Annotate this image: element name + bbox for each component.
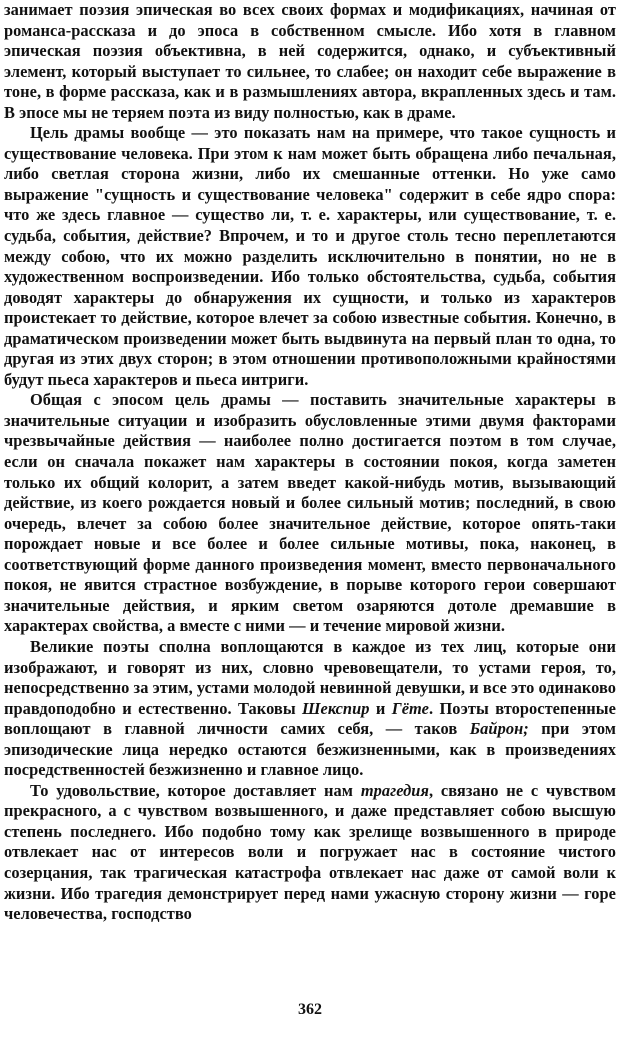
text-segment: Великие поэты сполна воплощаются в каждое из тех лиц, которые они изображают, и говорят из них, словно чревовещатели, то устами героя, то, непосредственно за этим, устами молодой невинной девушки, и все это одинаково правдоподобно и естественно. Таковы [4, 636, 616, 718]
text-segment: . Поэты второстепенные воплощают в главной личности самих себя, — таков [4, 698, 616, 739]
text-segment: и [369, 698, 392, 718]
paragraph-great-poets [4, 637, 616, 781]
italic-name-goethe: Гёте [391, 698, 429, 718]
book-page [4, 0, 616, 1045]
page-number: 362 [298, 1001, 322, 1018]
italic-term-tragedy: трагедия [360, 780, 429, 800]
paragraph-epic-poetry: занимает поэзия эпическая во всех своих формах и модификациях, начиная от романса-рассказа и до эпоса в собственном смысле. Ибо хотя в главном эпическая поэзия объективна, в ней содержится, однако, и субъективный элемент, который выступает то сильнее, то слабее; он находит себе выражение в тоне, в форме рассказа, как и в размышлениях автора, вкрапленных здесь и там. В эпосе мы не теряем поэта из виду полностью, как в драме. [4, 0, 616, 122]
text-segment: при этом эпизодические лица нередко остаются безжизненными, как в произведениях посредственностей безжизненно и главное лицо. [4, 719, 616, 780]
paragraph-tragedy [4, 781, 616, 925]
italic-name-byron: Байрон; [469, 719, 529, 739]
italic-name-shakespeare: Шекспир [302, 698, 370, 718]
paragraph-aim-of-drama: Цель драмы вообще — это показать нам на примере, что такое сущность и существование человека. При этом к нам может быть обращена либо печальная, либо светлая сторона жизни, либо их смешанные оттенки. Но уже само выражение "сущность и существование человека" содержит в себе ядро спора: что же здесь главное — существо ли, т. е. характеры, или существование, т. е. судьба, события, действие? Впрочем, и то и другое столь тесно переплетаются между собою, что их можно разделить исключительно в понятии, но не в художественном воспроизведении. Ибо только обстоятельства, судьба, события доводят характеры до обнаружения их сущности, и только из характеров проистекает то действие, которое влечет за собою известные события. Конечно, в драматическом произведении может быть выдвинута на первый план то одна, то другая из этих двух сторон; в этом отношении противоположными крайностями будут пьеса характеров и пьеса интриги. [4, 123, 616, 389]
paragraph-drama-and-epic: Общая с эпосом цель драмы — поставить значительные характеры в значительные ситуации и изобразить обусловленные этими двумя факторами чрезвычайные действия — наиболее полно достигается поэтом в том случае, если он сначала покажет нам характеры в состоянии покоя, когда заметен только их общий колорит, а затем введет какой-нибудь мотив, вызывающий действие, из коего рождается новый и более сильный мотив; последний, в свою очередь, влечет за собою более значительное действие, которое опять-таки порождает новые и все более и более сильные мотивы, пока, наконец, в соответствующий форме данного произведения момент, вместо первоначального покоя, не явится страстное возбуждение, в порыве которого герои совершают значительные действия, и ярким светом озаряются дотоле дремавшие в характерах свойства, а вместе с ними — и течение мировой жизни. [4, 390, 616, 636]
text-segment: То удовольствие, которое доставляет нам [30, 780, 361, 800]
page-text-body [4, 0, 616, 925]
text-segment: , связано не с чувством прекрасного, а с чувством возвышенного, и даже представляет собою высшую степень последнего. Ибо подобно тому как зрелище возвышенного в природе отвлекает нас от интересов воли и погружает нас в состояние чистого созерцания, так трагическая катастрофа отвлекает нас даже от самой воли к жизни. Ибо трагедия демонстрирует перед нами ужасную сторону жизни — горе человечества, господство [4, 780, 617, 924]
